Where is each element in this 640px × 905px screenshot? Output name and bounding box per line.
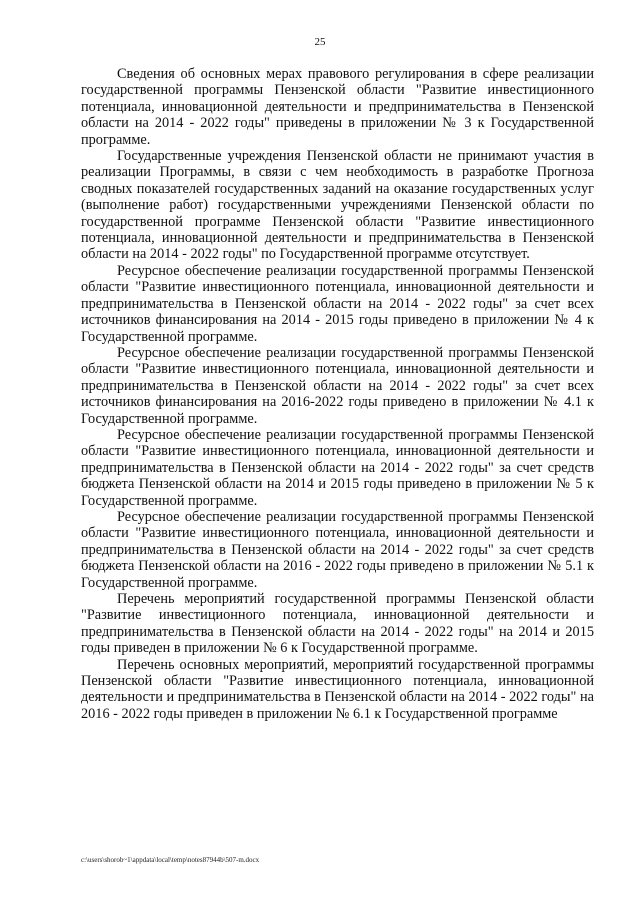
document-body bbox=[81, 66, 594, 722]
paragraph-resources-all-2016-2022: Ресурсное обеспечение реализации государственной программы Пензенской области "Развитие инвестиционного потенциала, инновационной деятельности и предпринимательства в Пензенской области на 2014 - 2022 годы" за счет всех источников финансирования на 2016-2022 годы приведено в приложении № 4.1 к Государственной программе. bbox=[81, 344, 594, 427]
paragraph-state-institutions: Государственные учреждения Пензенской области не принимают участия в реализации Программы, в связи с чем необходимость в разработке Прогноза сводных показателей государственных заданий на оказание государственных услуг (выполнение работ) государственными учреждениями Пензенской области по государственной программе Пензенской области "Развитие инвестиционного потенциала, инновационной деятельности и предпринимательства в Пензенской области на 2014 - 2022 годы" по Государственной программе отсутствует. bbox=[81, 148, 594, 263]
paragraph-main-activities-2016-2022: Перечень основных мероприятий, мероприятий государственной программы Пензенской области "Развитие инвестиционного потенциала, инновационной деятельности и предпринимательства в Пензенской области на 2014 - 2022 годы" на 2016 - 2022 годы приведен в приложении № 6.1 к Государственной программе bbox=[81, 656, 594, 722]
paragraph-resources-budget-2016-2022: Ресурсное обеспечение реализации государственной программы Пензенской области "Развитие инвестиционного потенциала, инновационной деятельности и предпринимательства в Пензенской области на 2014 - 2022 годы" за счет средств бюджета Пензенской области на 2016 - 2022 годы приведено в приложении № 5.1 к Государственной программе. bbox=[81, 508, 594, 591]
paragraph-resources-all-2014-2015: Ресурсное обеспечение реализации государственной программы Пензенской области "Развитие инвестиционного потенциала, инновационной деятельности и предпринимательства в Пензенской области на 2014 - 2022 годы" за счет всех источников финансирования на 2014 - 2015 годы приведено в приложении № 4 к Государственной программе. bbox=[81, 262, 594, 345]
page-number: 25 bbox=[314, 36, 326, 48]
paragraph-legal-regulation: Сведения об основных мерах правового регулирования в сфере реализации государственной программы Пензенской области "Развитие инвестиционного потенциала, инновационной деятельности и предпринимательства в Пензенской области на 2014 - 2022 годы" приведены в приложении № 3 к Государственной программе. bbox=[81, 66, 594, 148]
paragraph-resources-budget-2014-2015: Ресурсное обеспечение реализации государственной программы Пензенской области "Развитие инвестиционного потенциала, инновационной деятельности и предпринимательства в Пензенской области на 2014 - 2022 годы" за счет средств бюджета Пензенской области на 2014 и 2015 годы приведено в приложении № 5 к Государственной программе. bbox=[81, 426, 594, 509]
paragraph-activities-2014-2015: Перечень мероприятий государственной программы Пензенской области "Развитие инвестиционного потенциала, инновационной деятельности и предпринимательства в Пензенской области на 2014 - 2022 годы" на 2014 и 2015 годы приведен в приложении № 6 к Государственной программе. bbox=[81, 591, 594, 657]
footer-file-path: c:\users\shorob~1\appdata\local\temp\notes87944b\507-m.docx bbox=[81, 856, 260, 864]
